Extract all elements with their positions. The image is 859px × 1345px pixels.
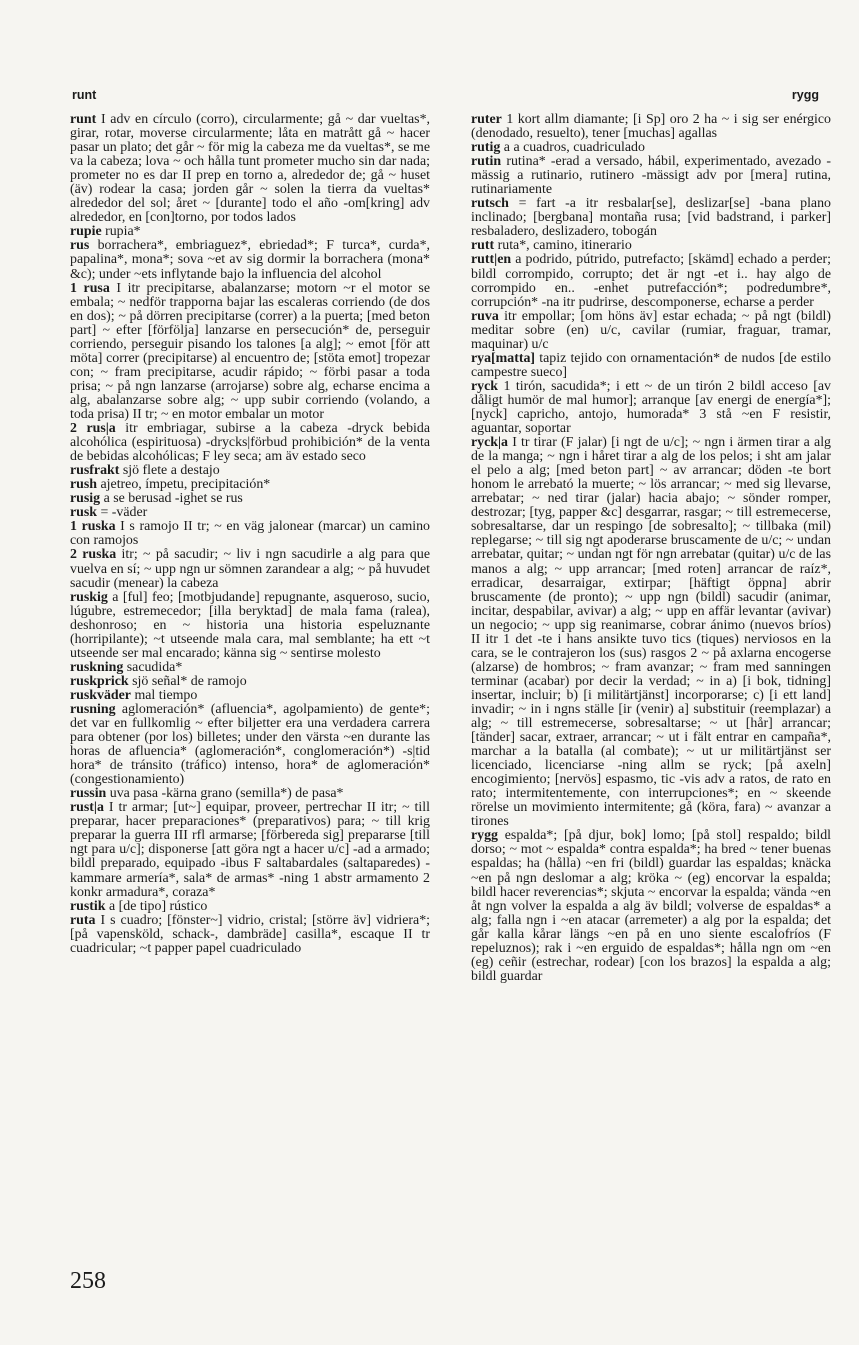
definition: a se berusad -ighet se rus bbox=[100, 491, 243, 507]
dictionary-entry bbox=[70, 464, 430, 478]
definition: sjö señal* de ramojo bbox=[128, 673, 247, 689]
dictionary-entry bbox=[70, 703, 430, 787]
dictionary-entry bbox=[70, 422, 430, 464]
dictionary-entry bbox=[70, 239, 430, 281]
definition: espalda*; [på djur, bok] lomo; [på stol] respaldo; bildl dorso; ~ mot ~ espalda* contra espalda*; ha bred ~ tener buenas espaldas; ha (hålla) ~en fri (bildl) guardar las espaldas; knäcka ~en på ngn deslomar a alg; kröka ~ (eg) encorvar la espalda; bildl hacer reverencias*; skjuta ~ encorvar la espalda; vända ~en åt ngn volver la espalda a alg äv bildl; volverse de espaldas* a alg; falla ngn i ~en atacar (arremeter) a alg por la espalda; det går kalla kårar längs ~en på en uno siente escalofríos (F repeluznos); rak i ~en erguido de espaldas*; hålla ngn om ~en (eg) ceñir (estrechar, rodear) [con los brazos] la espalda a alg; bildl guardar bbox=[471, 828, 831, 984]
headword: ruva bbox=[471, 308, 499, 324]
dictionary-entry bbox=[471, 829, 831, 984]
definition: rutina* -erad a versado, hábil, experimentado, avezado -mässig a rutinario, rutinero -mässigt adv por [mera] rutina, rutinariamente bbox=[471, 154, 831, 198]
headword: 1 ruska bbox=[70, 519, 116, 535]
headword: ryck bbox=[471, 378, 499, 394]
definition: a [ful] feo; [motbjudande] repugnante, asqueroso, sucio, lúgubre, estremecedor; [illa beryktad] de mala fama (ralea), deshonroso; en ~ historia una historia espeluznante (horripilante); ~t utseende mala cara, mal semblante; ha ett ~t utseende ser mal encarado; känna sig ~ sentirse molesto bbox=[70, 589, 430, 661]
dictionary-entry bbox=[70, 787, 430, 801]
dictionary-entry bbox=[70, 520, 430, 548]
definition: I tr tirar (F jalar) [i ngt de u/c]; ~ ngn i ärmen tirar a alg de la manga; ~ ngn i håret tirar a alg de los pelos; i sht am jalar el pelo a alg; [med beton part] ~ av arrancar; döden -te bort honom le arrebató la muerte; ~ lös arrancar; ~ med sig llevarse, arrebatar; ~ ned tirar (jalar) hacia abajo; ~ sönder romper, destrozar; [tyg, papper &c] desgarrar, rasgar; ~ till estremecerse, sobresaltarse, dar un respingo [de sobresalto]; ~ tillbaka (mil) replegarse; ~ till sig ngt apoderarse bruscamente de u/c; ~ undan arrebatar, quitar; ~ undan ngt för ngn arrebatar (quitar) u/c de las manos a alg; ~ upp arrancar; [med roten] arrancar de raíz*, erradicar, desarraigar, extirpar; [häftigt öppna] abrir bruscamente (de pronto); ~ upp ngn (bildl) sacudir (animar, incitar, despabilar, avivar) a alg; ~ upp en affär levantar (avivar) un negocio; ~ upp sig reanimarse, cobrar ánimo (nuevos bríos) II itr 1 det -te i hans ansikte tuvo tics (tiques) nerviosos en la cara, se le contrajeron los (sus) rasgos 2 ~ på axlarna encogerse (alzarse) de hombros; ~ fram avanzar; ~ fram med sanningen terminar (acabar) por decir la verdad; ~ in a) [i bok, tidning] insertar, incluir; b) [i militärtjänst] incorporarse; c) [i ett land] invadir; ~ in i ngns ställe [ir (venir) a] substituir (reemplazar) a alg; ~ till estremecerse, sobresaltarse; ~ ut [hår] arrancar; [tänder] sacar, extraer, arrancar; ~ ut i fält entrar en campaña*, marchar a la batalla (al combate); ~ ut ur militärtjänst ser licenciado, licenciarse -ning allm se ryck; [på axeln] encogimiento; [nervös] espasmo, tic -vis adv a ratos, de rato en rato; intermitentemente, con interrupciones*; en ~ skeende rörelse un movimiento intermitente; gå (köra, fara) ~ avanzar a tirones bbox=[471, 435, 831, 830]
dictionary-entry bbox=[471, 436, 831, 829]
dictionary-entry bbox=[471, 253, 831, 309]
headword: rya[matta] bbox=[471, 350, 536, 366]
headword: rutsch bbox=[471, 196, 509, 212]
definition: I tr armar; [ut~] equipar, proveer, pertrechar II itr; ~ till preparar, hacer preparaciones* (preparativos) para; ~ till krig preparar la guerra III rfl armarse; [förbereda sig] prepararse [till ngt para u/c]; disponerse [att göra ngt a hacer u/c] -ad a armado; bildl preparado, equipado -ibus F saltabardales (saltaparedes) -kammare armería*, sala* de armas* -ning 1 abstr armamento 2 konkr armadura*, coraza* bbox=[70, 800, 430, 900]
right-column bbox=[471, 113, 831, 1263]
definition: I s cuadro; [fönster~] vidrio, cristal; [större äv] vidriera*; [på vapensköld, schack-, dambräde] casilla*, escaque II tr cuadricular; ~t papper papel cuadriculado bbox=[70, 912, 430, 956]
dictionary-entry bbox=[70, 914, 430, 956]
dictionary-entry bbox=[70, 225, 430, 239]
dictionary-entry bbox=[70, 282, 430, 422]
headword: ruter bbox=[471, 113, 502, 127]
dictionary-entry bbox=[70, 689, 430, 703]
definition: ruta*, camino, itinerario bbox=[494, 238, 632, 254]
headword: rusk bbox=[70, 505, 98, 521]
headword: rusig bbox=[70, 491, 101, 507]
headword: rutin bbox=[471, 154, 502, 170]
dictionary-entry bbox=[70, 900, 430, 914]
headword: rutt|en bbox=[471, 252, 512, 268]
dictionary-entry bbox=[471, 239, 831, 253]
headword: ryck|a bbox=[471, 435, 509, 451]
definition: I itr precipitarse, abalanzarse; motorn ~r el motor se embala; ~ nedför trapporna bajar las escaleras corriendo (de dos en dos); ~ på dörren precipitarse (correr) a la puerta; [med beton part] ~ efter [förfölja] lanzarse en persecución* de, perseguir corriendo, perseguir pisando los talones [a alg]; ~ emot [för att möta] correr (precipitarse) al encuentro de; [stöta emot] tropezar con; ~ fram precipitarse, acudir rápido; ~ förbi pasar a toda prisa; ~ på ngn lanzarse (arrojarse) sobre alg, echarse encima a alg, abalanzarse sobre alg; ~ upp subir corriendo (volando, a toda prisa) II tr; ~ en motor embalar un motor bbox=[70, 280, 430, 422]
headword: ruskig bbox=[70, 589, 108, 605]
right-guide-word: rygg bbox=[791, 88, 819, 102]
headword: 2 rus|a bbox=[70, 421, 116, 437]
left-guide-word: runt bbox=[72, 88, 97, 102]
dictionary-entry bbox=[70, 675, 430, 689]
definition: ajetreo, ímpetu, precipitación* bbox=[97, 477, 271, 493]
headword: rygg bbox=[471, 828, 499, 844]
dictionary-entry bbox=[70, 506, 430, 520]
dictionary-entry bbox=[70, 113, 430, 225]
definition: I s ramojo II tr; ~ en väg jalonear (marcar) un camino con ramojos bbox=[70, 519, 430, 549]
dictionary-entry bbox=[471, 113, 831, 141]
headword: ruskprick bbox=[70, 673, 129, 689]
headword: ruta bbox=[70, 912, 96, 928]
definition: 1 tirón, sacudida*; i ett ~ de un tirón 2 bildl acceso [av dåligt humör de mal humor]; arranque [av energi de energía*]; [nyck] capricho, antojo, humorada* 3 stå ~en F resistir, aguantar, soportar bbox=[471, 378, 831, 437]
headword: rush bbox=[70, 477, 98, 493]
definition: itr embriagar, subirse a la cabeza -dryck bebida alcohólica (espirituosa) -drycks|förbud prohibición* de la venta de bebidas alcohólicas; F ley seca; am äv estado seco bbox=[70, 421, 430, 465]
headword: runt bbox=[70, 113, 97, 127]
dictionary-entry bbox=[70, 661, 430, 675]
dictionary-entry bbox=[471, 155, 831, 197]
headword: rust|a bbox=[70, 800, 104, 816]
definition: tapiz tejido con ornamentación* de nudos [de estilo campestre sueco] bbox=[471, 350, 831, 380]
headword: rustik bbox=[70, 898, 106, 914]
dictionary-entry bbox=[471, 352, 831, 380]
left-column bbox=[70, 113, 430, 1263]
headword: rusfrakt bbox=[70, 463, 120, 479]
definition: mal tiempo bbox=[130, 687, 198, 703]
definition: a podrido, pútrido, putrefacto; [skämd] echado a perder; bildl corrompido, corrupto; det är ngt -et i.. hay algo de corrompido en.. -enhet putrefacción*; podredumbre*, corrupción* -na itr pudrirse, descomponerse, echarse a perder bbox=[471, 252, 831, 310]
definition: 1 kort allm diamante; [i Sp] oro 2 ha ~ i sig ser enérgico (denodado, resuelto), tener [muchas] agallas bbox=[471, 113, 831, 142]
page-number: 258 bbox=[70, 1268, 106, 1294]
dictionary-entry bbox=[471, 310, 831, 352]
dictionary-entry bbox=[70, 478, 430, 492]
definition: itr empollar; [om höns äv] estar echada; ~ på ngt (bildl) meditar sobre (en) u/c, cavilar (rumiar, fraguar, tramar, maquinar) u/c bbox=[471, 308, 831, 352]
dictionary-entry bbox=[70, 548, 430, 590]
definition: uva pasa -kärna grano (semilla*) de pasa* bbox=[106, 786, 344, 802]
definition: sjö flete a destajo bbox=[119, 463, 220, 479]
headword: russin bbox=[70, 786, 107, 802]
dictionary-entry bbox=[471, 380, 831, 436]
dictionary-entry bbox=[471, 197, 831, 239]
definition: I adv en círculo (corro), circularmente; gå ~ dar vueltas*, girar, rotar, moverse circularmente; låta en matrått gå ~ hacer pasar un plato; det går ~ för mig la cabeza me da vueltas*, se me va la cabeza; lova ~ och hålla tunt prometer mucho sin dar nada; prometer no es dar II prep en torno a, alrededor de; gå ~ huset (äv) rodear la casa; jorden går ~ solen la tierra da vueltas* alrededor del sol; året ~ [durante] todo el año -om[kring] adv alrededor, en [con]torno, por todos lados bbox=[70, 113, 430, 226]
headword: rutt bbox=[471, 238, 495, 254]
definition: itr; ~ på sacudir; ~ liv i ngn sacudirle a alg para que vuelva en sí; ~ upp ngn ur sömnen zarandear a alg; ~ på huvudet sacudir (menear) la cabeza bbox=[70, 547, 430, 591]
dictionary-entry bbox=[471, 141, 831, 155]
headword: rupie bbox=[70, 224, 102, 240]
headword: 2 ruska bbox=[70, 547, 117, 563]
dictionary-entry bbox=[70, 801, 430, 899]
headword: rusning bbox=[70, 701, 116, 717]
dictionary-entry bbox=[70, 492, 430, 506]
definition: a a cuadros, cuadriculado bbox=[500, 140, 645, 156]
headword: 1 rusa bbox=[70, 280, 110, 296]
definition: aglomeración* (afluencia*, agolpamiento) de gente*; det var en fullkomlig ~ efter biljetter era una verdadera carrera para obtener (por los) billetes; under den värsta ~en durante las horas de afluencia* (aglomeración*, conglomeración*) -s|tid hora* de tránsito (tráfico) intenso, hora* de aglomeración* (congestionamiento) bbox=[70, 701, 430, 788]
headword: ruskväder bbox=[70, 687, 131, 703]
headword: rus bbox=[70, 238, 90, 254]
definition: borrachera*, embriaguez*, ebriedad*; F turca*, curda*, papalina*, mona*; sova ~et av sig dormir la borrachera (mona* &c); under ~ets inflytande bajo la influencia del alcohol bbox=[70, 238, 430, 282]
headword: rutig bbox=[471, 140, 501, 156]
definition: = -väder bbox=[97, 505, 148, 521]
definition: a [de tipo] rústico bbox=[105, 898, 208, 914]
headword: ruskning bbox=[70, 659, 124, 675]
definition: = fart -a itr resbalar[se], deslizar[se] -bana plano inclinado; [bergbana] montaña rusa; [vid badstrand, i parker] resbaladero, deslizadero, tobogán bbox=[471, 196, 831, 240]
definition: rupia* bbox=[101, 224, 141, 240]
definition: sacudida* bbox=[123, 659, 183, 675]
dictionary-entry bbox=[70, 591, 430, 661]
